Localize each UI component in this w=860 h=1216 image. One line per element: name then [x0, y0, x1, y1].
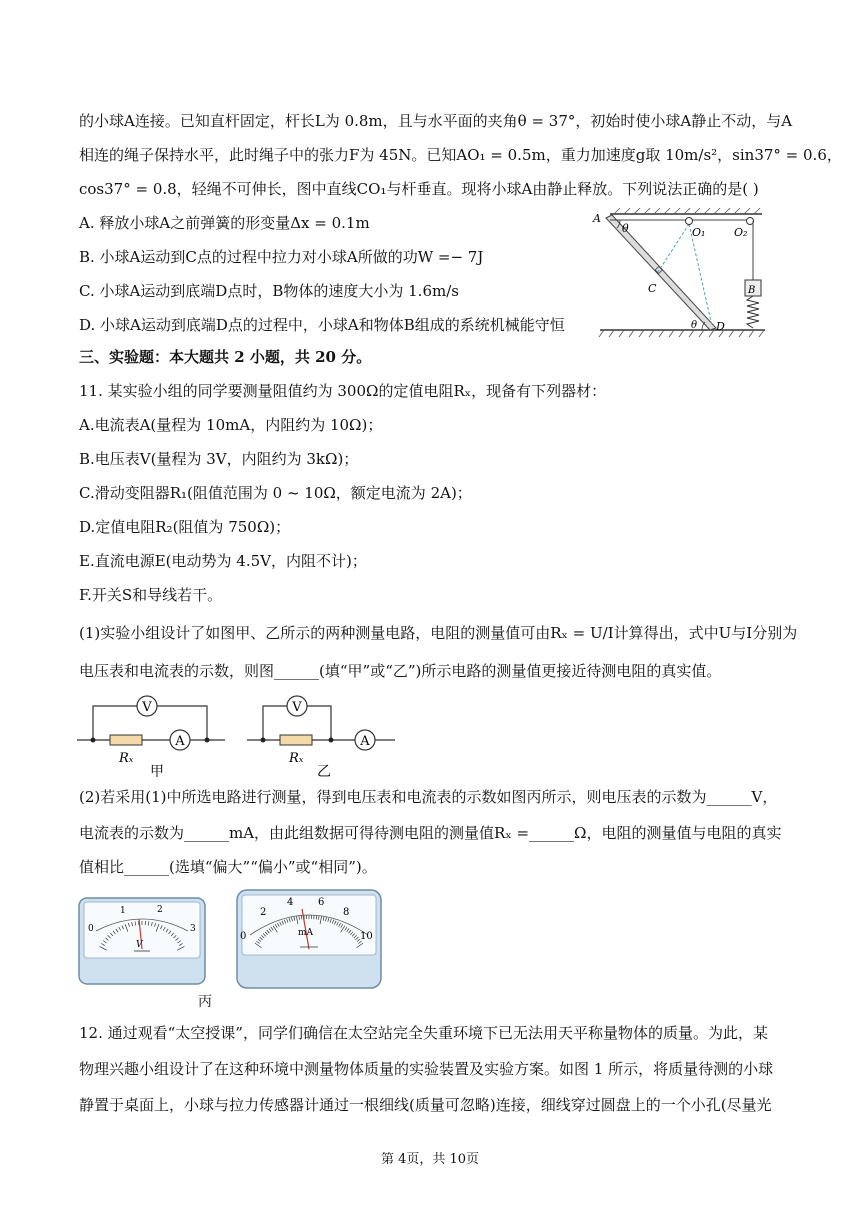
volt-tick-0: 0 — [88, 924, 94, 934]
equipment-b: B.电压表V(量程为 3V，内阻约为 3kΩ)； — [79, 450, 359, 468]
volt-tick-2: 2 — [157, 905, 163, 915]
ma-tick-6: 6 — [318, 897, 325, 908]
equipment-f: F.开关S和导线若干。 — [79, 586, 223, 604]
volt-tick-3: 3 — [190, 924, 196, 934]
question-12-line-2: 物理兴趣小组设计了在这种环境中测量物体质量的实验装置及实验方案。如图 1 所示，将质量待测的小球 — [79, 1060, 774, 1078]
ammeter-symbol-yi: A — [360, 734, 370, 749]
label-o1: O₁ — [692, 226, 706, 239]
rx-label-jia: Rₓ — [119, 751, 134, 766]
ammeter-symbol-jia: A — [175, 734, 185, 749]
ma-unit: mA — [298, 928, 314, 938]
part-1-line-1: (1)实验小组设计了如图甲、乙所示的两种测量电路，电阻的测量值可由Rₓ = U/I计算得出，式中U与I分别为 — [79, 624, 798, 642]
question-11-stem: 11. 某实验小组的同学要测量阻值约为 300Ω的定值电阻Rₓ，现备有下列器材： — [79, 382, 607, 400]
circuit-jia — [75, 690, 235, 782]
page-footer: 第 4页，共 10页 — [380, 1152, 480, 1167]
option-a: A. 释放小球A之前弹簧的形变量Δx = 0.1m — [79, 214, 370, 232]
option-c: C. 小球A运动到底端D点时，B物体的速度大小为 1.6m/s — [79, 282, 459, 300]
part-2-line-3: 值相比______(选填“偏大”“偏小”或“相同”)。 — [79, 858, 377, 876]
equipment-c: C.滑动变阻器R₁(阻值范围为 0 ~ 10Ω，额定电流为 2A)； — [79, 484, 472, 502]
equipment-d: D.定值电阻R₂(阻值为 750Ω)； — [79, 518, 291, 536]
label-theta-bottom: θ — [691, 320, 698, 331]
label-a: A — [593, 212, 601, 225]
volt-tick-1: 1 — [120, 906, 126, 916]
equipment-a: A.电流表A(量程为 10mA，内阻约为 10Ω)； — [79, 416, 383, 434]
rx-label-yi: Rₓ — [289, 751, 304, 766]
part-2-line-2: 电流表的示数为______mA，由此组数据可得待测电阻的测量值Rₓ =______Ω，电阻的测量值与电阻的真实 — [79, 824, 782, 842]
question-12-line-3: 静置于桌面上，小球与拉力传感器计通过一根细线(质量可忽略)连接，细线穿过圆盘上的一个小孔(尽量光 — [79, 1096, 772, 1114]
label-c: C — [648, 282, 657, 295]
text-line-1: 的小球A连接。已知直杆固定，杆长L为 0.8m，且与水平面的夹角θ = 37°，初始时使小球A静止不动，与A — [79, 112, 793, 130]
option-d: D. 小球A运动到底端D点的过程中，小球A和物体B组成的系统机械能守恒 — [79, 316, 565, 334]
part-1-line-2: 电压表和电流表的示数，则图______(填“甲”或“乙”)所示电路的测量值更接近待测电阻的真实值。 — [79, 662, 722, 680]
equipment-e: E.直流电源E(电动势为 4.5V，内阻不计)； — [79, 552, 367, 570]
label-o2: O₂ — [734, 226, 748, 239]
part-2-line-1: (2)若采用(1)中所选电路进行测量，得到电压表和电流表的示数如图丙所示，则电压表的示数为______V， — [79, 788, 778, 806]
text-line-3: cos37° = 0.8，轻绳不可伸长，图中直线CO₁与杆垂直。现将小球A由静止释放。下列说法正确的是( ) — [79, 180, 759, 198]
question-12-line-1: 12. 通过观看“太空授课”，同学们确信在太空站完全失重环境下已无法用天平称量物体的质量。为此，某 — [79, 1024, 768, 1042]
voltmeter-symbol-yi: V — [292, 700, 302, 715]
ma-tick-4: 4 — [287, 897, 294, 908]
caption-bing: 丙 — [198, 994, 212, 1010]
label-theta-top: θ — [622, 222, 629, 235]
caption-yi: 乙 — [317, 764, 331, 780]
label-b: B — [748, 285, 756, 296]
circuit-yi — [245, 690, 405, 782]
voltmeter-dial — [78, 897, 206, 987]
volt-unit: V — [136, 940, 143, 950]
section-heading: 三、实验题：本大题共 2 小题，共 20 分。 — [79, 348, 372, 366]
ma-tick-10: 10 — [360, 931, 373, 942]
ma-tick-0: 0 — [240, 931, 247, 942]
option-b: B. 小球A运动到C点的过程中拉力对小球A所做的功W =− 7J — [79, 248, 484, 266]
ammeter-dial — [236, 889, 382, 991]
mechanics-figure — [590, 200, 770, 345]
voltmeter-symbol-jia: V — [142, 700, 152, 715]
ma-tick-8: 8 — [343, 907, 350, 918]
caption-jia: 甲 — [150, 764, 164, 780]
ma-tick-2: 2 — [260, 907, 267, 918]
text-line-2: 相连的绳子保持水平，此时绳子中的张力F为 45N。已知AO₁ = 0.5m，重力加速度g取 10m/s²，sin37° = 0.6， — [79, 146, 842, 164]
label-d: D — [716, 320, 725, 333]
